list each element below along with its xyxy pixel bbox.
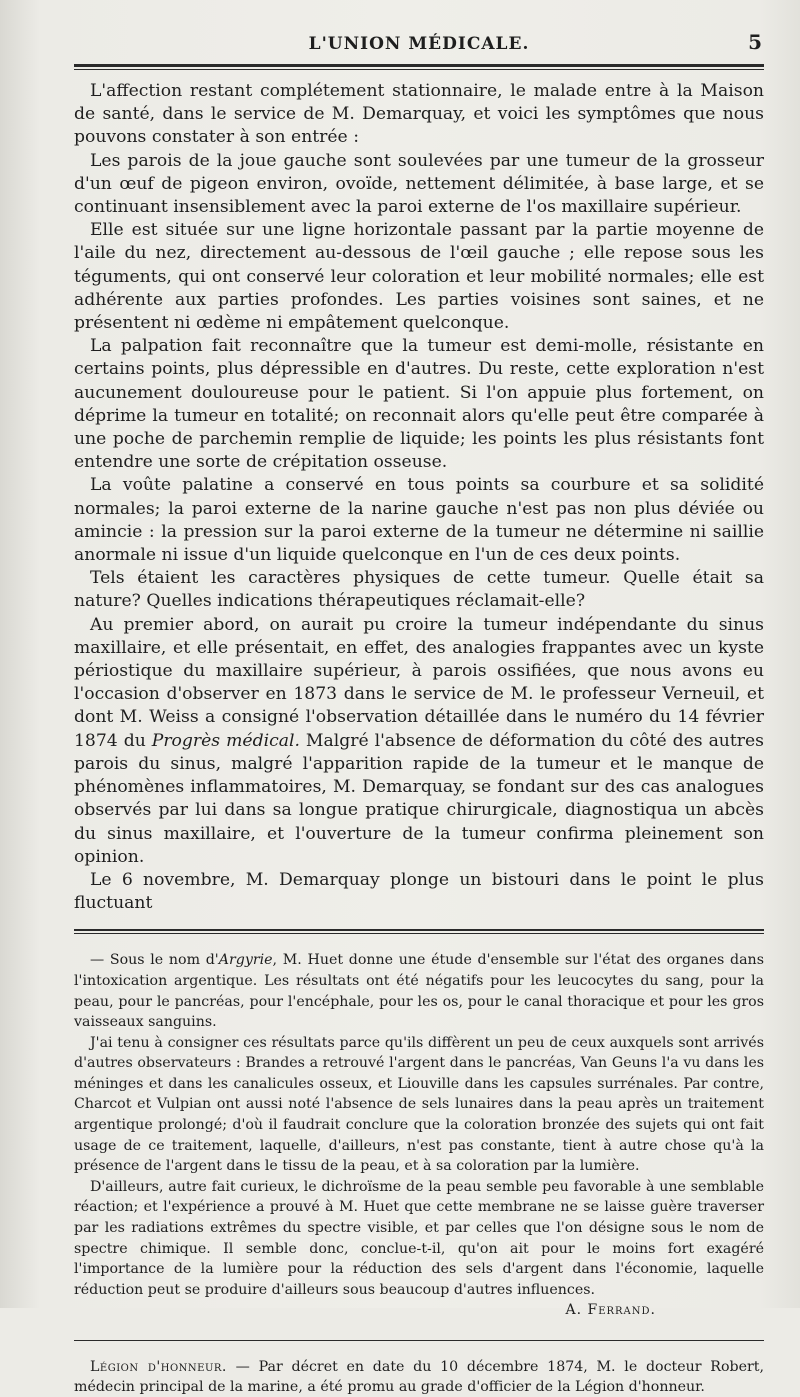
paragraph: Les parois de la joue gauche sont soulevées par une tumeur de la grosseur d'un œuf de pigeon environ, ovoïde, nettement délimitée, à base large, et se continuant insensiblement avec la paroi externe de l'os maxillaire supérieur.: [74, 150, 764, 218]
paragraph: Elle est située sur une ligne horizontale passant par la partie moyenne de l'aile du nez, directement au-dessous de l'œil gauche ; elle repose sous les téguments, qui ont conservé leur coloration et leur mobilité normales; elle est adhérente aux parties profondes. Les parties voisines sont saines, et ne présentent ni œdème ni empâtement quelconque.: [74, 220, 764, 334]
note-paragraph: J'ai tenu à consigner ces résultats parce qu'ils diffèrent un peu de ceux auxquels sont arrivés d'autres observateurs : Brandes a retrouvé l'argent dans le pancréas, Van Geuns l'a vu dans les méninges et dans les canalicules osseux, et Liouville dans les capsules surrénales. Par contre, Charcot et Vulpian ont aussi noté l'absence de sels lunaires dans la peau après un traitement argentique prolongé; d'où il faudrait conclure que la coloration bronzée des sujets qui ont fait usage de ce traitement, laquelle, d'ailleurs, n'est pas constante, tient à autre chose qu'à la présence de l'argent dans le tissu de la peau, et à sa coloration par la lumière.: [74, 1034, 764, 1175]
notes-section: [74, 950, 764, 1318]
author-signature: A. Ferrand.: [565, 1302, 656, 1319]
journal-title: L'UNION MÉDICALE.: [308, 34, 530, 54]
paragraph: Le 6 novembre, M. Demarquay plonge un bistouri dans le point le plus fluctuant: [74, 869, 764, 914]
paragraph-text: Au premier abord, on aurait pu croire la tumeur indépendante du sinus maxillaire, et elle présentait, en effet, des analogies frappantes avec un kyste périostique du maxillaire supérieur, à parois ossifiées, que nous avons eu l'occasion d'observer en 1873 dans le service de M. le professeur Verneuil, et dont M. Weiss a consigné l'observation détaillée dans le numéro du 14 février 1874 du: [74, 614, 764, 751]
note-text: — Sous le nom d': [90, 952, 219, 969]
running-head: [74, 28, 764, 64]
header-rule: [74, 64, 764, 67]
header-rule-thin: [74, 69, 764, 70]
page-number: 5: [748, 30, 762, 54]
note-term: Argyrie: [218, 952, 273, 969]
section-divider-thin: [74, 933, 764, 934]
main-text: [74, 80, 764, 915]
paragraph: [74, 614, 764, 869]
paragraph: La palpation fait reconnaître que la tumeur est demi-molle, résistante en certains points, plus dépressible en d'autres. Du reste, cette exploration n'est aucunement douloureuse pour le patient. Si l'on appuie plus fortement, on déprime la tumeur en totalité; on reconnait alors qu'elle peut être comparée à une poche de parchemin remplie de liquide; les points les plus résistants font entendre une sorte de crépitation osseuse.: [74, 336, 764, 473]
notice-label: Légion d'honneur.: [90, 1359, 227, 1376]
notice-divider: [74, 1340, 764, 1341]
note-text: , M. Huet donne une étude d'ensemble sur l'état des organes dans l'intoxication argentique. Les résultats ont été négatifs pour les leucocytes du sang, pour la peau, pour le pancréas, pour l'encéphale, pour les os, pour le canal thoracique et pour les gros vaisseaux sanguins.: [74, 952, 764, 1031]
notice-text: — Par décret en date du 10 décembre 1874, M. le docteur Robert, médecin principal de la marine, a été promu au grade d'officier de la Légion d'honneur.: [74, 1359, 764, 1396]
journal-reference: Progrès médical.: [151, 730, 300, 751]
legion-notice: [74, 1357, 764, 1397]
paragraph: Tels étaient les caractères physiques de cette tumeur. Quelle était sa nature? Quelles indications thérapeutiques réclamait-elle?: [74, 568, 764, 612]
paragraph-text: Malgré l'absence de déformation du côté des autres parois du sinus, malgré l'apparition rapide de la tumeur et le manque de phénomènes inflammatoires, M. Demarquay, se fondant sur des cas analogues observés par lui dans sa longue pratique chirurgicale, diagnostiqua un abcès du sinus maxillaire, et l'ouverture de la tumeur confirma pleinement son opinion.: [74, 730, 764, 867]
note-paragraph: [74, 950, 764, 1032]
paragraph: La voûte palatine a conservé en tous points sa courbure et sa solidité normales; la paroi externe de la narine gauche n'est pas non plus déviée ou amincie : la pression sur la paroi externe de la tumeur ne détermine ni saillie anormale ni issue d'un liquide quelconque en l'un de ces deux points.: [74, 475, 764, 566]
section-divider: [74, 929, 764, 931]
note-paragraph: D'ailleurs, autre fait curieux, le dichroïsme de la peau semble peu favorable à une semblable réaction; et l'expérience a prouvé à M. Huet que cette membrane ne se laisse guère traverser par les radiations extrêmes du spectre visible, et par celles que l'on désigne sous le nom de spectre chimique. Il semble donc, conclue-t-il, qu'on ait pour le moins fort exagéré l'importance de la lumière pour la réduction des sels d'argent dans l'économie, laquelle réduction peut se produire d'ailleurs sous beaucoup d'autres influences.: [74, 1178, 764, 1298]
notice-paragraph: [74, 1357, 764, 1397]
paragraph: L'affection restant complétement stationnaire, le malade entre à la Maison de santé, dans le service de M. Demarquay, et voici les symptômes que nous pouvons constater à son entrée :: [74, 81, 764, 148]
